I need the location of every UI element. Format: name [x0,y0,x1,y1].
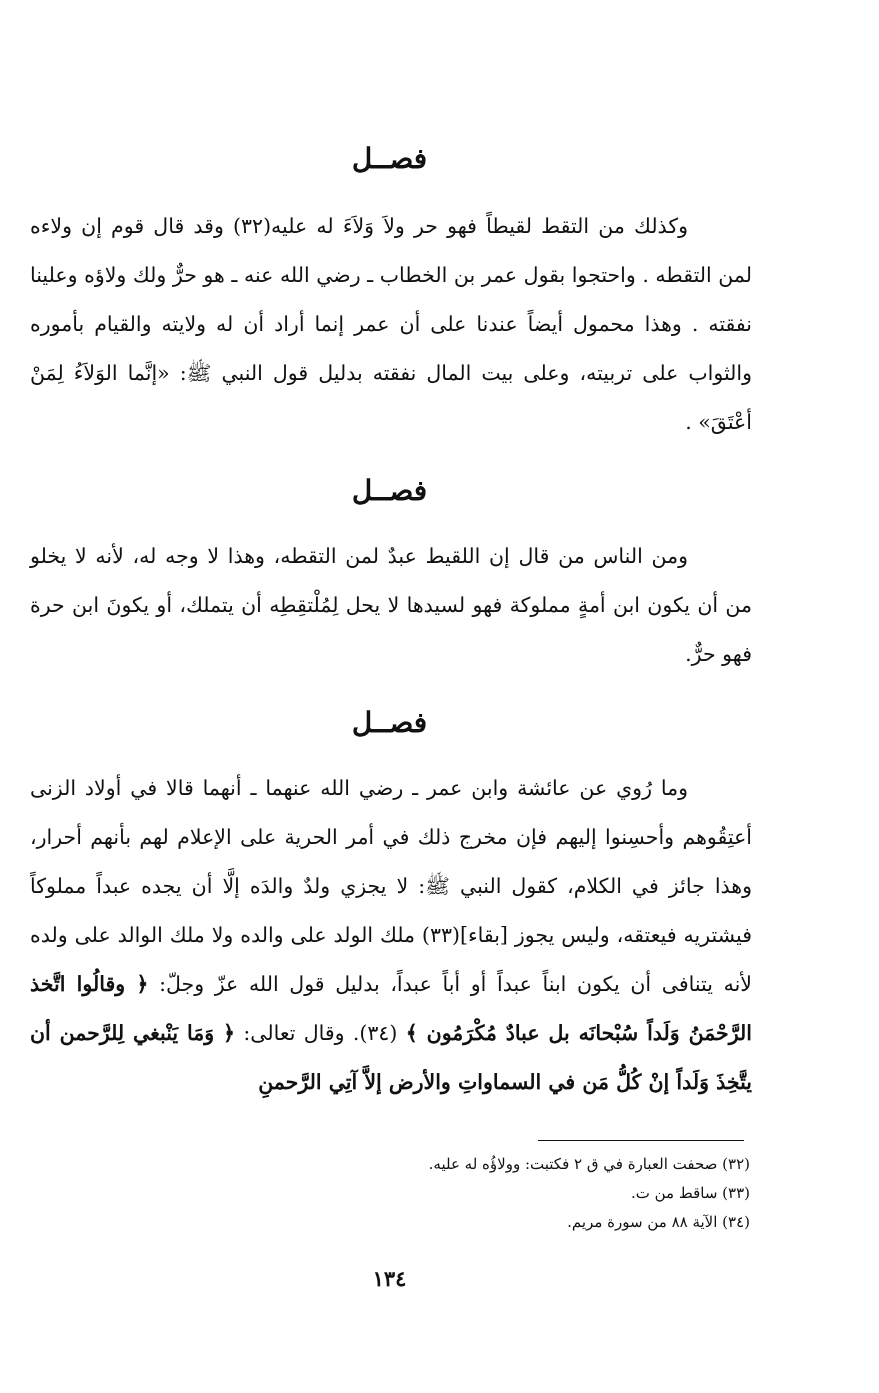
section-heading-2: فصــل [351,474,428,507]
section-body-2 [30,532,752,679]
footnote-divider [538,1140,744,1141]
page-number: ١٣٤ [372,1266,407,1291]
quran-verse-1: ﴿ وقالُوا اتَّخذ الرَّحْمَنُ وَلَداً سُبْحانَه بل عبادٌ مُكْرَمُون ﴾ [30,972,752,1045]
paragraph-3-continuation: (٣٤). وقال تعالى: [243,1021,398,1045]
footnote-33: (٣٣) ساقط من ت. [630,1184,750,1202]
section-heading-1: فصــل [351,142,428,175]
section-body-3 [30,764,752,1107]
footnotes [30,1150,750,1237]
paragraph-3 [30,764,752,1107]
paragraph-3-text: وما رُوي عن عائشة وابن عمر ـ رضي الله عنهما ـ أنهما قالا في أولاد الزنى أعتِقُوهم وأحسِنوا إليهم فإن مخرج ذلك في أمر الحرية على الإعلام لهم بأنهم أحرار، وهذا جائز في الكلام، كقول النبي ﷺ: لا يجزي ولدٌ والدَه إلَّا أن يجده عبداً مملوكاً فيشتريه فيعتقه، وليس يجوز [بقاء](٣٣) ملك الولد على والده ولا ملك الوالد على ولده لأنه يتنافى أن يكون ابناً عبداً أو أباً عبداً، بدليل قول الله عزّ وجلّ: [30,776,753,996]
paragraph-1: وكذلك من التقط لقيطاً فهو حر ولاَ وَلاَءَ له عليه(٣٢) وقد قال قوم إن ولاءه لمن التقطه . واحتجوا بقول عمر بن الخطاب ـ رضي الله عنه ـ هو حرٌّ ولك ولاؤه وعلينا نفقته . وهذا محمول أيضاً عندنا على أن عمر إنما أراد أن له ولايته والقيام بأموره والثواب على تربيته، وعلى بيت المال نفقته بدليل قول النبي ﷺ: «إنَّما الوَلاَءُ لِمَنْ أعْتَقَ» . [30,214,752,434]
section-body-1 [30,202,752,447]
paragraph-2: ومن الناس من قال إن اللقيط عبدٌ لمن التقطه، وهذا لا وجه له، لأنه لا يخلو من أن يكون ابن أمةٍ مملوكة فهو لسيدها لا يحل لِمُلْتقِطِه أن يتملك، أو يكونَ ابن حرة فهو حرٌّ. [30,544,752,666]
footnote-34: (٣٤) الآية ٨٨ من سورة مريم. [567,1213,750,1231]
section-heading-3: فصــل [351,706,428,739]
quran-verse-2: ﴿ وَمَا يَنْبغي لِلرَّحمن أن يتَّخِذَ وَلَداً إنْ كُلُّ مَن في السماواتِ والأرض إلاَّ آتِي الرَّحمنِ [30,1021,752,1094]
footnote-32: (٣٢) صحفت العبارة في ق ٢ فكتبت: وولاؤُه له عليه. [428,1155,750,1173]
